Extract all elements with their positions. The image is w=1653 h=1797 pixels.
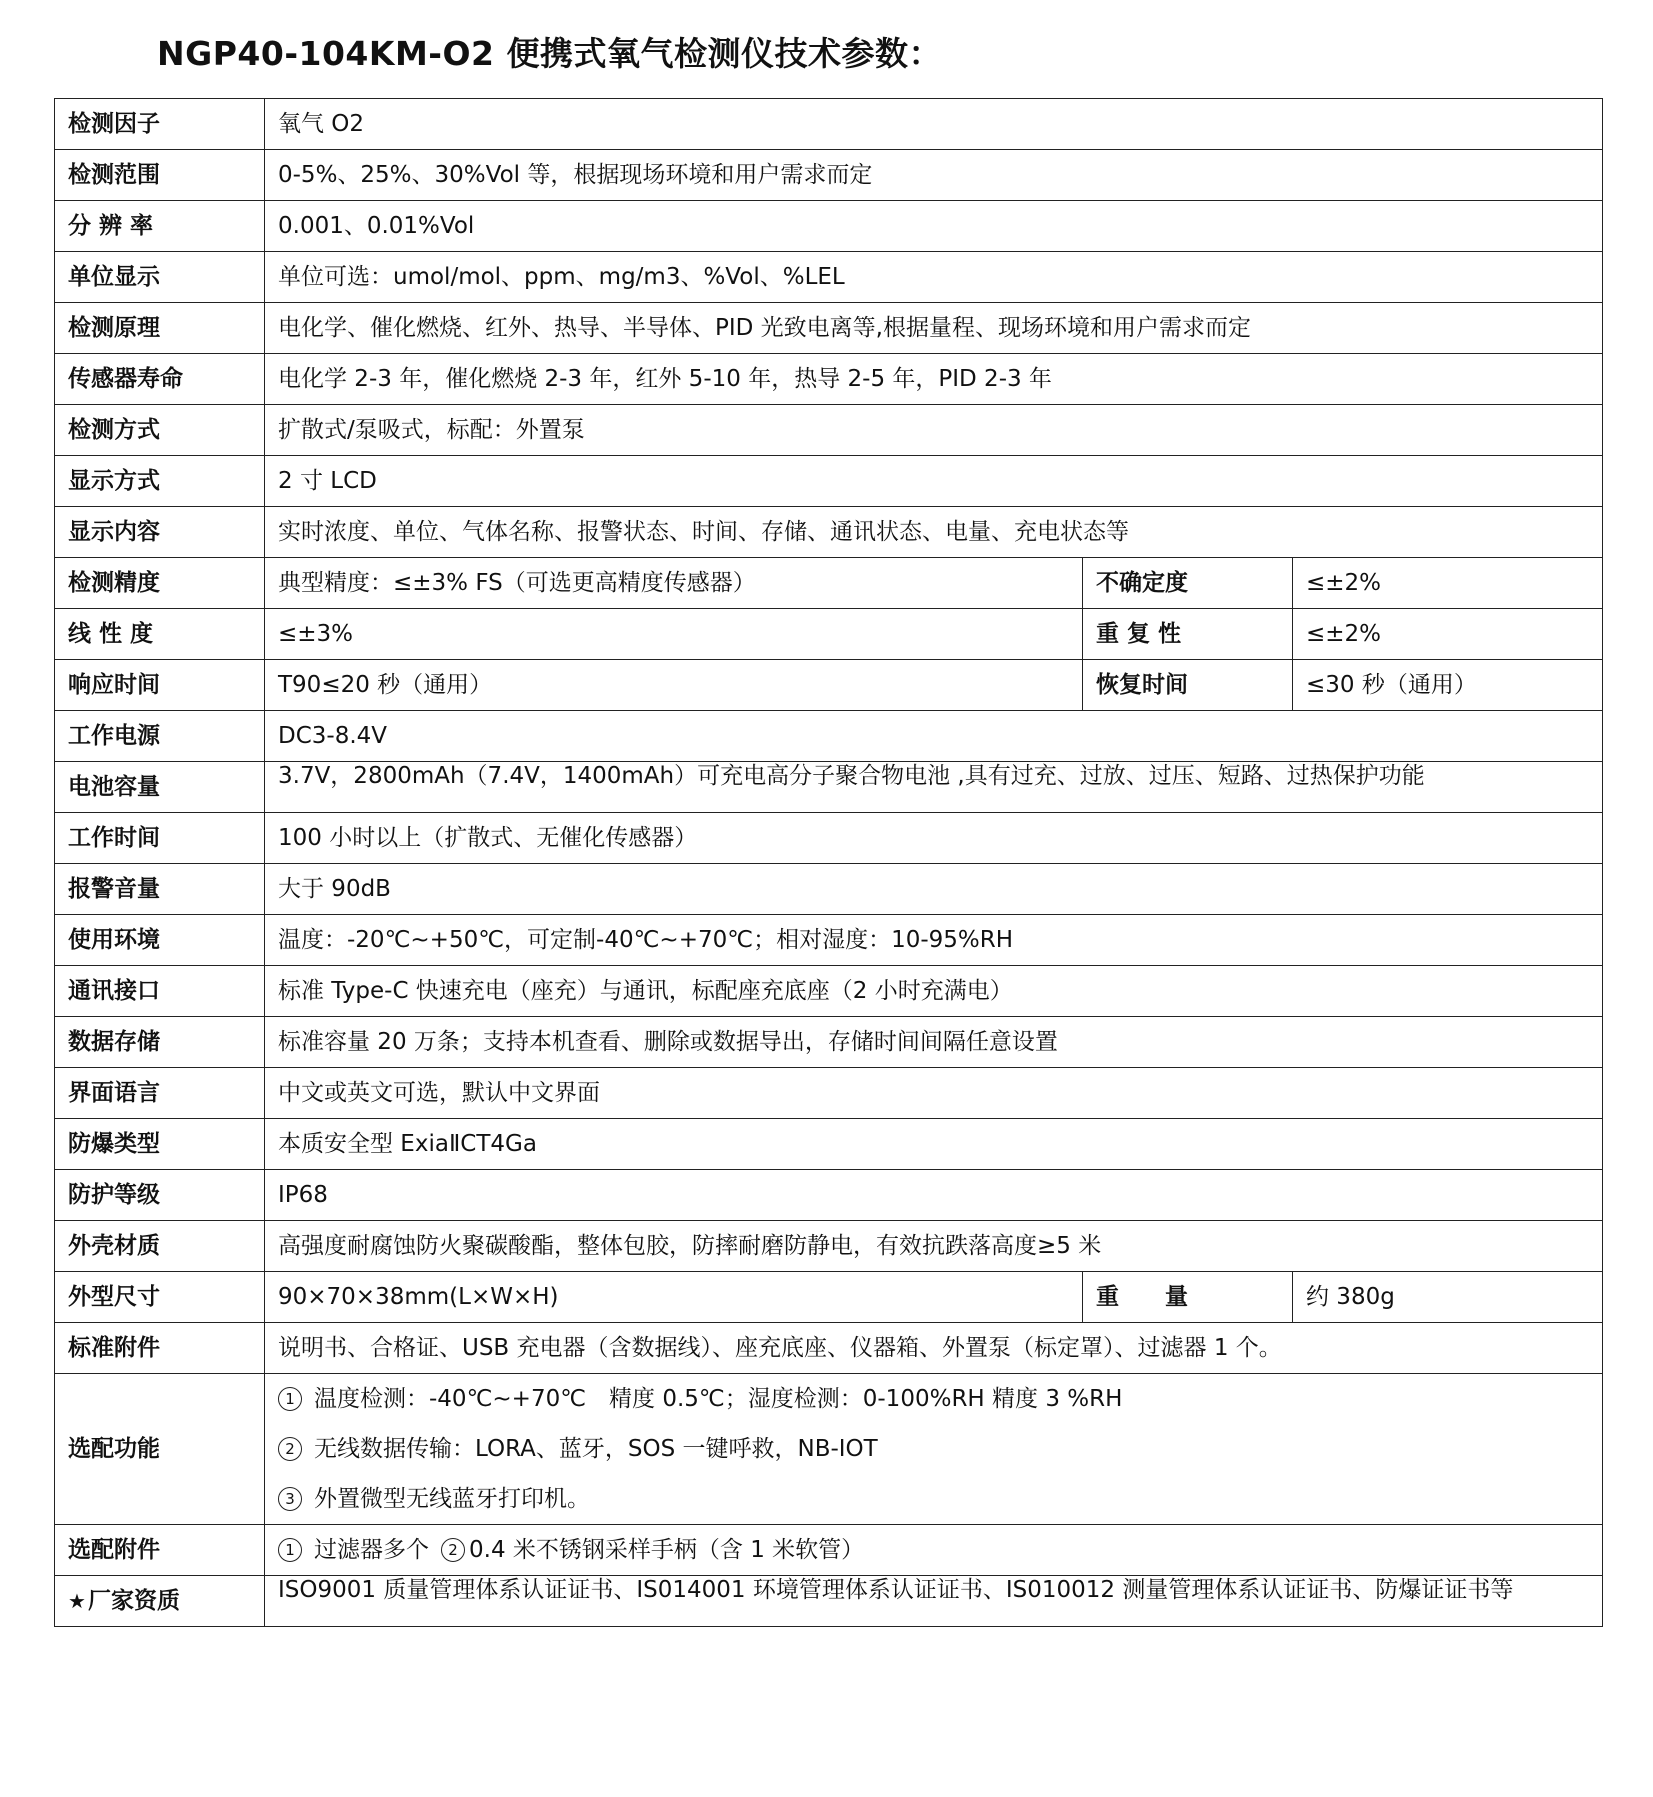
option-text: 外置微型无线蓝牙打印机。 [314, 1486, 590, 1512]
table-row [55, 252, 1603, 303]
row-value: 大于 90dB [265, 864, 1603, 915]
table-row [55, 456, 1603, 507]
row-label: 界面语言 [55, 1068, 265, 1119]
document-title: NGP40-104KM-O2 便携式氧气检测仪技术参数： [157, 34, 943, 73]
row-value: 实时浓度、单位、气体名称、报警状态、时间、存储、通讯状态、电量、充电状态等 [265, 507, 1603, 558]
accessory-text: 过滤器多个 [314, 1537, 429, 1563]
option-item [278, 1474, 1602, 1524]
row-value-secondary: ≤30 秒（通用） [1293, 660, 1603, 711]
row-label: 显示内容 [55, 507, 265, 558]
row-value-secondary: 约 380g [1293, 1272, 1603, 1323]
row-value: 氧气 O2 [265, 99, 1603, 150]
row-value: 电化学、催化燃烧、红外、热导、半导体、PID 光致电离等,根据量程、现场环境和用户需求而定 [265, 303, 1603, 354]
circled-number-icon: 1 [278, 1538, 302, 1562]
row-label: 检测因子 [55, 99, 265, 150]
row-value: 电化学 2-3 年，催化燃烧 2-3 年，红外 5-10 年，热导 2-5 年，PID 2-3 年 [265, 354, 1603, 405]
row-value: ≤±3% [265, 609, 1083, 660]
table-row [55, 405, 1603, 456]
table-row [55, 762, 1603, 813]
row-label [55, 1576, 265, 1627]
option-text: 温度检测：-40℃~+70℃ 精度 0.5℃；湿度检测：0-100%RH 精度 3 %RH [314, 1386, 1123, 1412]
row-label: 传感器寿命 [55, 354, 265, 405]
row-value: 温度：-20℃~+50℃，可定制-40℃~+70℃；相对湿度：10-95%RH [265, 915, 1603, 966]
row-value: DC3-8.4V [265, 711, 1603, 762]
row-label: 数据存储 [55, 1017, 265, 1068]
row-value: 标准 Type-C 快速充电（座充）与通讯，标配座充底座（2 小时充满电） [265, 966, 1603, 1017]
row-label: 工作电源 [55, 711, 265, 762]
row-value: 中文或英文可选，默认中文界面 [265, 1068, 1603, 1119]
table-row [55, 1374, 1603, 1525]
option-text: 无线数据传输：LORA、蓝牙，SOS 一键呼救，NB-IOT [314, 1436, 878, 1462]
table-row [55, 711, 1603, 762]
table-row [55, 966, 1603, 1017]
table-row [55, 1068, 1603, 1119]
row-value: 0.001、0.01%Vol [265, 201, 1603, 252]
row-label: 检测方式 [55, 405, 265, 456]
row-value: 90×70×38mm(L×W×H) [265, 1272, 1083, 1323]
row-label: 选配功能 [55, 1374, 265, 1525]
table-row [55, 1119, 1603, 1170]
row-label: 标准附件 [55, 1323, 265, 1374]
table-row [55, 507, 1603, 558]
row-value-secondary: ≤±2% [1293, 609, 1603, 660]
row-label: 防护等级 [55, 1170, 265, 1221]
table-row [55, 609, 1603, 660]
row-label: 响应时间 [55, 660, 265, 711]
circled-number-icon: 2 [278, 1437, 302, 1461]
option-item [278, 1374, 1602, 1424]
row-label: 检测原理 [55, 303, 265, 354]
table-row [55, 813, 1603, 864]
row-value: 100 小时以上（扩散式、无催化传感器） [265, 813, 1603, 864]
row-value: IP68 [265, 1170, 1603, 1221]
row-label: 检测范围 [55, 150, 265, 201]
row-label-secondary: 不确定度 [1083, 558, 1293, 609]
row-label: 外壳材质 [55, 1221, 265, 1272]
spec-table [54, 98, 1603, 1627]
row-value: 典型精度：≤±3% FS（可选更高精度传感器） [265, 558, 1083, 609]
table-row [55, 864, 1603, 915]
row-label: 使用环境 [55, 915, 265, 966]
row-label: 显示方式 [55, 456, 265, 507]
table-row [55, 1221, 1603, 1272]
table-row [55, 558, 1603, 609]
row-label: 分 辨 率 [55, 201, 265, 252]
row-value: 本质安全型 ExiaⅡCT4Ga [265, 1119, 1603, 1170]
row-value: 3.7V，2800mAh（7.4V，1400mAh）可充电高分子聚合物电池 ,具有过充、过放、过压、短路、过热保护功能 [265, 762, 1603, 813]
option-item [278, 1424, 1602, 1474]
row-value: T90≤20 秒（通用） [265, 660, 1083, 711]
row-value: 高强度耐腐蚀防火聚碳酸酯，整体包胶，防摔耐磨防静电，有效抗跌落高度≥5 米 [265, 1221, 1603, 1272]
row-label: 单位显示 [55, 252, 265, 303]
table-row [55, 1170, 1603, 1221]
row-value: 标准容量 20 万条；支持本机查看、删除或数据导出，存储时间间隔任意设置 [265, 1017, 1603, 1068]
option-list [265, 1374, 1603, 1525]
table-row [55, 915, 1603, 966]
row-value: ISO9001 质量管理体系认证证书、IS014001 环境管理体系认证证书、IS010012 测量管理体系认证证书、防爆证证书等 [265, 1576, 1603, 1627]
table-row [55, 660, 1603, 711]
table-row [55, 1017, 1603, 1068]
row-value: 扩散式/泵吸式，标配：外置泵 [265, 405, 1603, 456]
table-row [55, 1576, 1603, 1627]
row-label-text: 厂家资质 [87, 1588, 180, 1614]
row-value [265, 1525, 1603, 1576]
row-label: 防爆类型 [55, 1119, 265, 1170]
row-label-secondary: 重 量 [1083, 1272, 1293, 1323]
row-label: 电池容量 [55, 762, 265, 813]
row-value-secondary: ≤±2% [1293, 558, 1603, 609]
row-label: 工作时间 [55, 813, 265, 864]
accessory-text: 0.4 米不锈钢采样手柄（含 1 米软管） [469, 1537, 865, 1563]
row-label-secondary: 恢复时间 [1083, 660, 1293, 711]
table-row [55, 201, 1603, 252]
row-value: 单位可选：umol/mol、ppm、mg/m3、%Vol、%LEL [265, 252, 1603, 303]
table-row [55, 1525, 1603, 1576]
star-icon: ★ [68, 1589, 86, 1613]
circled-number-icon: 1 [278, 1387, 302, 1411]
table-row [55, 354, 1603, 405]
table-row [55, 150, 1603, 201]
row-value: 2 寸 LCD [265, 456, 1603, 507]
row-label: 线 性 度 [55, 609, 265, 660]
row-label: 外型尺寸 [55, 1272, 265, 1323]
circled-number-icon: 3 [278, 1487, 302, 1511]
table-row [55, 99, 1603, 150]
table-row [55, 1272, 1603, 1323]
circled-number-icon: 2 [441, 1538, 465, 1562]
table-row [55, 303, 1603, 354]
row-label: 通讯接口 [55, 966, 265, 1017]
table-row [55, 1323, 1603, 1374]
row-label: 选配附件 [55, 1525, 265, 1576]
row-label: 检测精度 [55, 558, 265, 609]
row-value: 说明书、合格证、USB 充电器（含数据线）、座充底座、仪器箱、外置泵（标定罩）、过滤器 1 个。 [265, 1323, 1603, 1374]
row-label: 报警音量 [55, 864, 265, 915]
row-label-secondary: 重 复 性 [1083, 609, 1293, 660]
row-value: 0-5%、25%、30%Vol 等，根据现场环境和用户需求而定 [265, 150, 1603, 201]
